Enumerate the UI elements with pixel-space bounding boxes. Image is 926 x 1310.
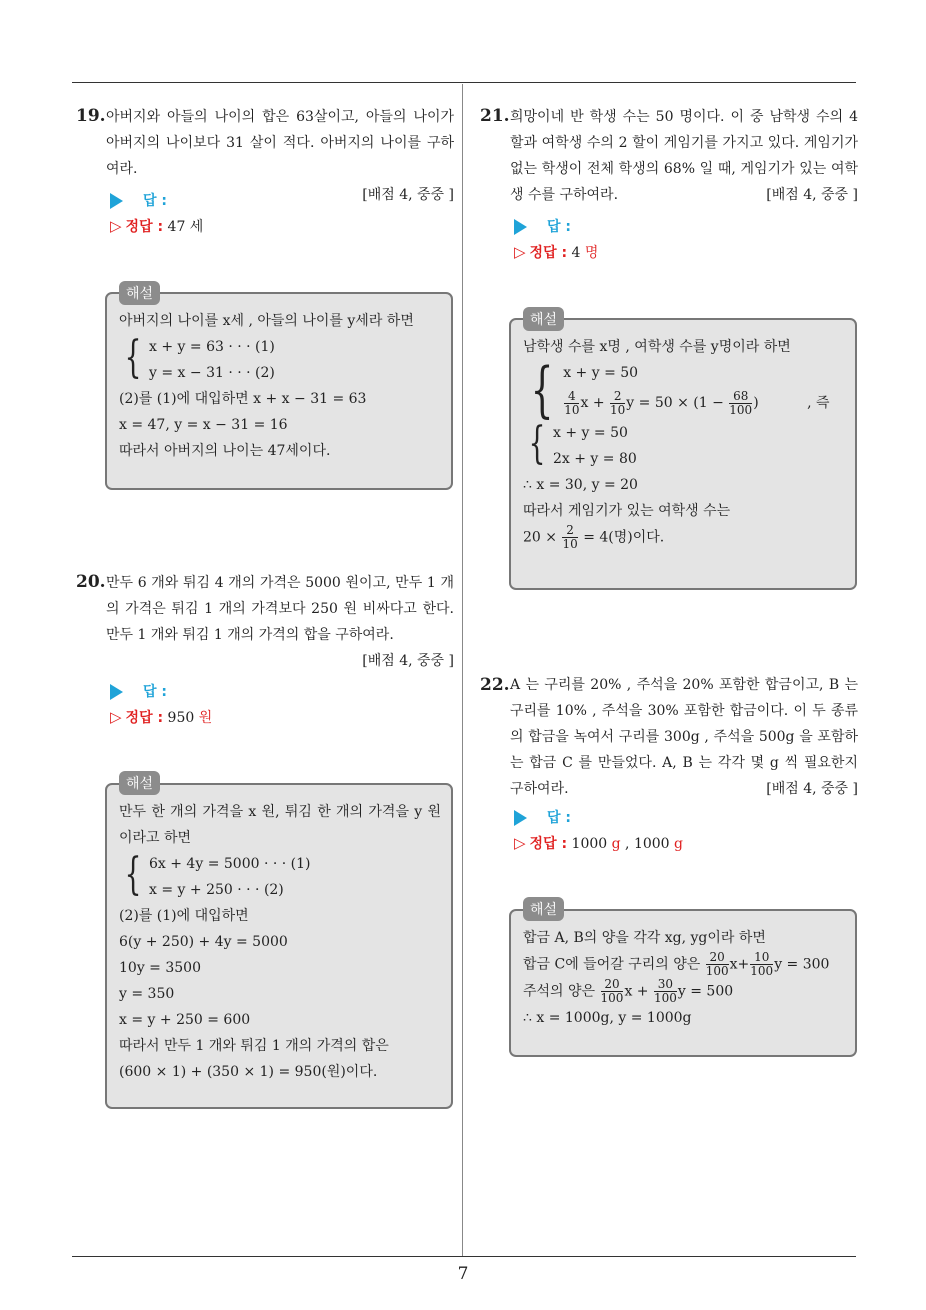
equation-system: { x + y = 63 · · · (1) y = x − 31 · · · (2)	[124, 332, 275, 383]
question-number: 20.	[76, 572, 106, 592]
correct-answer: ▷ 정답 : 1000 g , 1000 g	[514, 834, 684, 852]
play-arrow-icon	[514, 810, 527, 826]
question-body	[106, 570, 454, 674]
play-arrow-icon	[514, 219, 527, 235]
correct-answer: ▷ 정답 : 4 명	[514, 243, 599, 261]
solution-box: 합금 A, B의 양을 각각 xg, yg이라 하면 합금 C에 들어갈 구리의 양은 $\frac{20}{100}$ x+ $\frac{10}{100}$ y = 300 주석의 양은 $\frac{20}{100}$ x + $\frac{30}{100}$ y = 500 ∴ x = 1000g, y = 1000g	[509, 909, 857, 1057]
solution-box: 만두 한 개의 가격을 x 원, 튀김 한 개의 가격을 y 원이라고 하면 { 6x + 4y = 5000 · · · (1) x = y + 250 · · · (2) (2)를 (1)에 대입하면 6(y + 250) + 4y = 5000 10y = 3500 y = 350 x = y + 250 = 600 따라서 만두 1 개와 튀김 1 개의 가격의 합은 (600 × 1) + (350 × 1) = 950(원)이다.	[105, 783, 453, 1109]
equation-system: { x + y = 50 $\frac{4}{10}$ x + $\frac{2}{10}$ y = 50 × (1 − $\frac{68}{100}$ ) , 즉	[530, 355, 830, 425]
play-arrow-icon	[110, 684, 123, 700]
solution-tag: 해설	[119, 281, 160, 305]
question-number: 22.	[480, 675, 510, 695]
solution-tag: 해설	[119, 771, 160, 795]
question-text: 만두 6 개와 튀김 4 개의 가격은 5000 원이고, 만두 1 개의 가격은 튀김 1 개의 가격보다 250 원 비싸다고 한다. 만두 1 개와 튀김 1 개의 가격의 합을 구하여라.	[106, 575, 454, 643]
top-rule	[72, 82, 856, 83]
correct-answer: ▷ 정답 : 950 원	[110, 708, 213, 726]
answer-line: 답 :	[110, 190, 167, 210]
question-number: 21.	[480, 106, 510, 126]
page-number: 7	[457, 1264, 469, 1284]
question-number: 19.	[76, 106, 106, 126]
question-text: 희망이네 반 학생 수는 50 명이다. 이 중 남학생 수의 4 할과 여학생 수의 2 할이 게임기를 가지고 있다. 게임기가 없는 학생이 전체 학생의 68% 일 때, 게임기가 있는 여학생 수를 구하여라.	[510, 109, 858, 203]
answer-line: 답 :	[514, 807, 571, 827]
outline-triangle-icon: ▷	[110, 217, 122, 235]
solution-tag: 해설	[523, 307, 564, 331]
bottom-rule	[72, 1256, 856, 1257]
score-meta: [배점 4, 중중 ]	[766, 781, 858, 797]
score-meta: [배점 4, 중중 ]	[766, 187, 858, 203]
question-text: 아버지와 아들의 나이의 합은 63살이고, 아들의 나이가 아버지의 나이보다 31 살이 적다. 아버지의 나이를 구하여라.	[106, 109, 454, 177]
outline-triangle-icon: ▷	[514, 834, 526, 852]
answer-line: 답 :	[514, 216, 571, 236]
score-meta: [배점 4, 중중 ]	[362, 653, 454, 669]
play-arrow-icon	[110, 193, 123, 209]
column-divider	[462, 84, 463, 1256]
solution-tag: 해설	[523, 897, 564, 921]
outline-triangle-icon: ▷	[514, 243, 526, 261]
solution-box: 아버지의 나이를 x세 , 아들의 나이를 y세라 하면 { x + y = 63 · · · (1) y = x − 31 · · · (2) (2)를 (1)에 대입하면 x + x − 31 = 63 x = 47, y = x − 31 = 16 따라서 아버지의 나이는 47세이다.	[105, 292, 453, 490]
score-meta: [배점 4, 중중 ]	[362, 187, 454, 203]
outline-triangle-icon: ▷	[110, 708, 122, 726]
answer-line: 답 :	[110, 681, 167, 701]
correct-answer: ▷ 정답 : 47 세	[110, 217, 204, 235]
question-text: A 는 구리를 20% , 주석을 20% 포함한 합금이고, B 는 구리를 10% , 주석을 30% 포함한 합금이다. 이 두 종류의 합금을 녹여서 구리를 300g , 주석을 500g 을 포함하는 합금 C 를 만들었다. A, B 는 각각 몇 g 씩 필요한지 구하여라.	[510, 677, 858, 797]
equation-system: { 6x + 4y = 5000 · · · (1) x = y + 250 · · · (2)	[124, 849, 311, 900]
solution-box: 남학생 수를 x명 , 여학생 수를 y명이라 하면 { x + y = 50 $\frac{4}{10}$ x + $\frac{2}{10}$ y = 50 × (1 − $\frac{68}{100}$ ) , 즉 { x + y = 50 2x + y = 80 ∴ x = 30, y = 20 따라서 게임기가 있는 여학생 수는 20 × $\frac{2}{10}$ = 4(명)이다.	[509, 318, 857, 590]
equation-system: { x + y = 50 2x + y = 80	[528, 418, 637, 469]
